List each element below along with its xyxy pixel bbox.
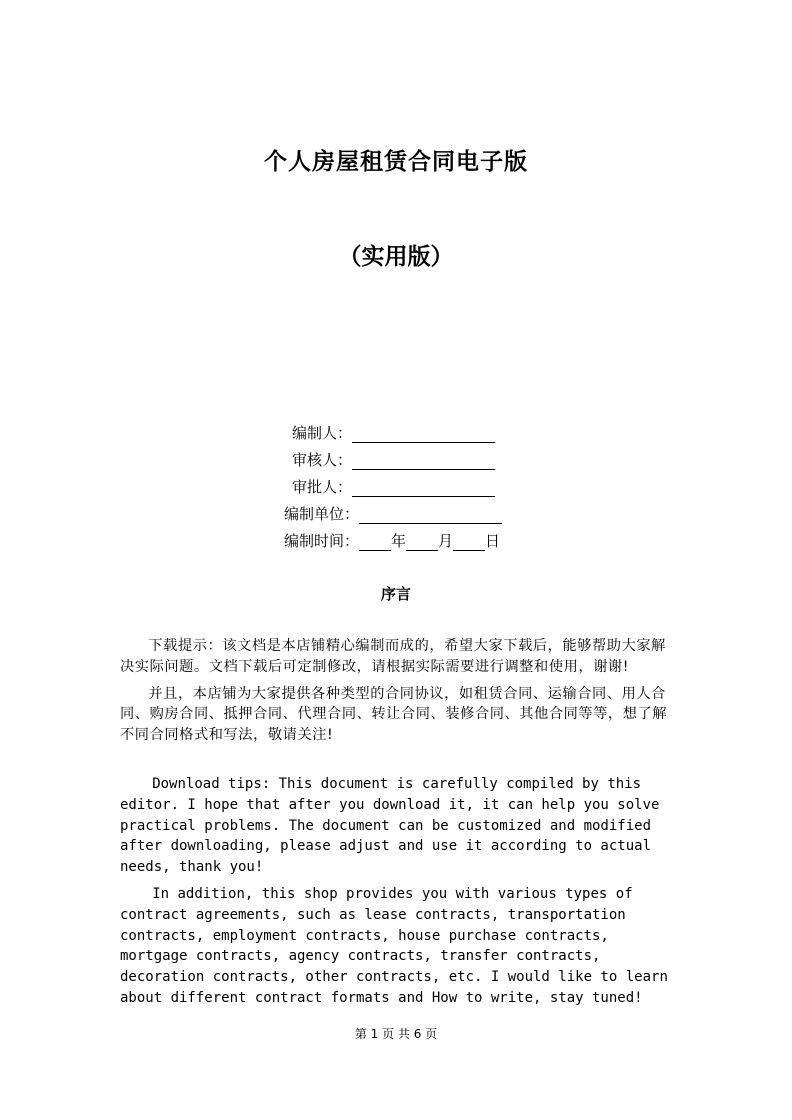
preface-paragraph: In addition, this shop provides you with various types of contract agreements, such as lease contracts, transportation contracts, employment contracts, house purchase contracts, mortgage contracts, agency contracts, transfer contracts, decoration contracts, other contracts, etc. I would like to learn about different contract formats and How to write, stay tuned! [120, 885, 668, 1006]
compiler-field [292, 422, 495, 446]
approver-blank-line [352, 480, 495, 497]
unit-field [284, 503, 502, 527]
month-label: 月 [438, 532, 454, 550]
reviewer-field [292, 449, 495, 473]
preface-paragraph: Download tips: This document is carefully compiled by this editor. I hope that after you download it, it can help you solve practical problems. The document can be customized and modified after downloading, please adjust and use it according to actual needs, thank you! [120, 776, 660, 876]
document-subtitle: （实用版） [338, 244, 454, 270]
month-blank-line [406, 534, 438, 551]
unit-blank-line [359, 507, 502, 524]
year-label: 年 [391, 532, 407, 550]
time-label: 编制时间： [284, 532, 360, 550]
page-number-footer: 第 1 页 共 6 页 [354, 1027, 438, 1041]
time-field [284, 530, 500, 554]
day-label: 日 [485, 532, 501, 550]
reviewer-label: 审核人： [292, 451, 353, 469]
approver-label: 审批人： [292, 478, 353, 496]
compiler-label: 编制人： [292, 424, 353, 442]
day-blank-line [453, 534, 485, 551]
unit-label: 编制单位： [284, 505, 360, 523]
year-blank-line [359, 534, 391, 551]
document-title: 个人房屋租赁合同电子版 [264, 149, 528, 175]
preface-paragraph: 并且，本店铺为大家提供各种类型的合同协议，如租赁合同、运输合同、用人合同、购房合同、抵押合同、代理合同、转让合同、装修合同、其他合同等等，想了解不同合同格式和写法，敬请关注! [120, 685, 668, 744]
approver-field [292, 476, 495, 500]
preface-body-english [120, 774, 680, 1015]
preface-paragraph: 下载提示：该文档是本店铺精心编制而成的，希望大家下载后，能够帮助大家解决实际问题。文档下载后可定制修改，请根据实际需要进行调整和使用，谢谢! [120, 638, 666, 675]
reviewer-blank-line [352, 453, 495, 470]
preface-title: 序言 [380, 585, 411, 603]
preface-body-chinese [120, 636, 680, 752]
compiler-blank-line [352, 426, 495, 443]
